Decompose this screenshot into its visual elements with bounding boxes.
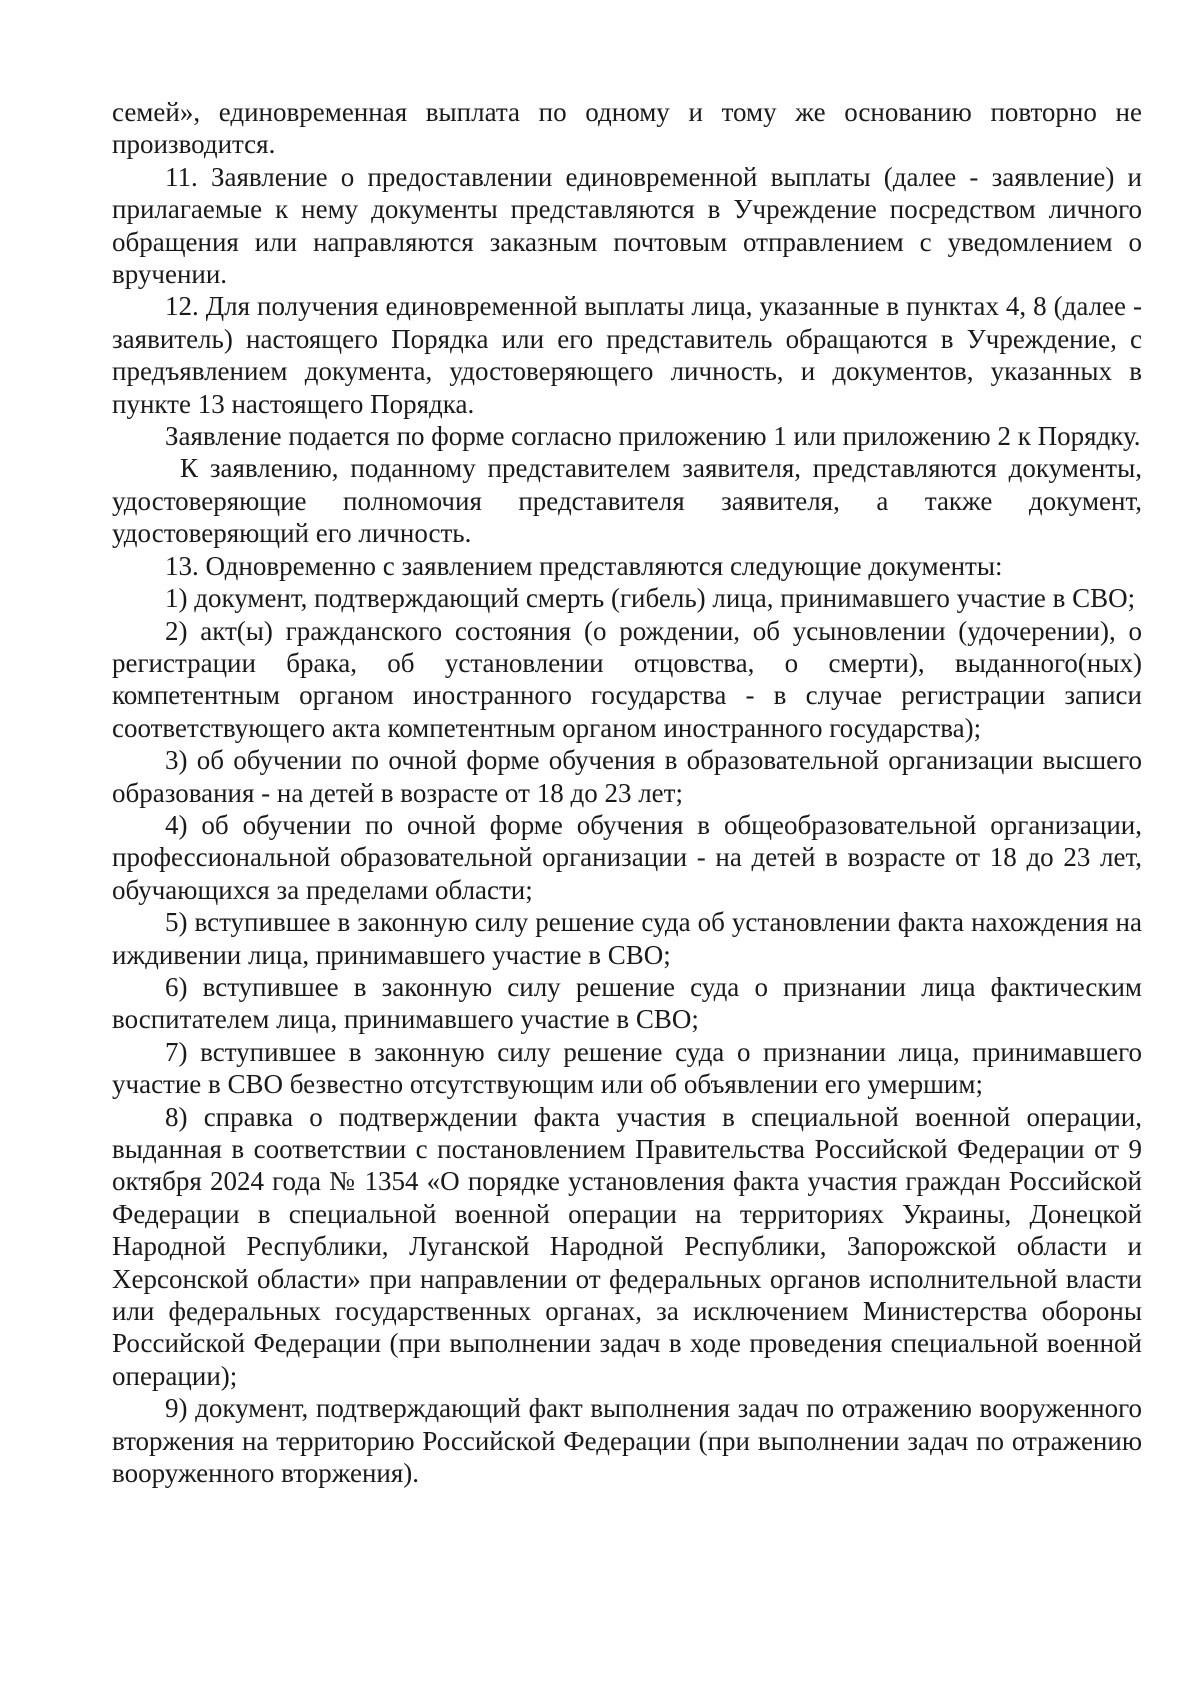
list-item-8: 8) справка о подтверждении факта участия в специальной военной операции, выданная в соответствии с постановлением Правительства Российской Федерации от 9 октября 2024 года № 1354 «О порядке установления факта участия граждан Российской Федерации в специальной военной операции на территориях Украины, Донецкой Народной Республики, Луганской Народной Республики, Запорожской области и Херсонской области» при направлении от федеральных органов исполнительной власти или федеральных государственных органах, за исключением Министерства обороны Российской Федерации (при выполнении задач в ходе проведения специальной военной операции); xyxy=(112,1101,1142,1391)
list-item-4: 4) об обучении по очной форме обучения в общеобразовательной организации, профессиональной образовательной организации - на детей в возрасте от 18 до 23 лет, обучающихся за пределами области; xyxy=(112,809,1142,905)
list-item-6: 6) вступившее в законную силу решение суда о признании лица фактическим воспитателем лица, принимавшего участие в СВО; xyxy=(112,971,1142,1035)
list-item-1: 1) документ, подтверждающий смерть (гибель) лица, принимавшего участие в СВО; xyxy=(165,583,1136,614)
paragraph-item-12: 12. Для получения единовременной выплаты лица, указанные в пунктах 4, 8 (далее - заявитель) настоящего Порядка или его представитель обращаются в Учреждение, с предъявлением документа, удостоверяющего личность, и документов, указанных в пункте 13 настоящего Порядка. xyxy=(112,291,1142,419)
document-body xyxy=(112,96,1142,1489)
paragraph-application-form: Заявление подается по форме согласно приложению 1 или приложению 2 к Порядку. xyxy=(165,421,1141,452)
list-item-2: 2) акт(ы) гражданского состояния (о рождении, об усыновлении (удочерении), о регистрации брака, об установлении отцовства, о смерти), выданного(ных) компетентным органом иностранного государства - в случае регистрации записи соответствующего акта компетентным органом иностранного государства); xyxy=(112,615,1142,743)
paragraph-continuation: семей», единовременная выплата по одному и тому же основанию повторно не производится. xyxy=(112,97,1142,160)
list-item-5: 5) вступившее в законную силу решение суда об установлении факта нахождения на иждивении лица, принимавшего участие в СВО; xyxy=(112,907,1142,970)
list-item-3: 3) об обучении по очной форме обучения в образовательной организации высшего образования - на детей в возрасте от 18 до 23 лет; xyxy=(112,745,1142,808)
list-item-7: 7) вступившее в законную силу решение суда о признании лица, принимавшего участие в СВО безвестно отсутствующим или об объявлении его умершим; xyxy=(112,1036,1142,1100)
list-item-9: 9) документ, подтверждающий факт выполнения задач по отражению вооруженного вторжения на территорию Российской Федерации (при выполнении задач по отражению вооруженного вторжения). xyxy=(112,1393,1142,1489)
paragraph-item-13: 13. Одновременно с заявлением представляются следующие документы: xyxy=(165,550,1003,581)
paragraph-representative: К заявлению, поданному представителем заявителя, представляются документы, удостоверяющие полномочия представителя заявителя, а также документ, удостоверяющий его личность. xyxy=(112,453,1142,549)
paragraph-item-11: 11. Заявление о предоставлении единовременной выплаты (далее - заявление) и прилагаемые к нему документы представляются в Учреждение посредством личного обращения или направляются заказным почтовым отправлением с уведомлением о вручении. xyxy=(112,161,1142,290)
